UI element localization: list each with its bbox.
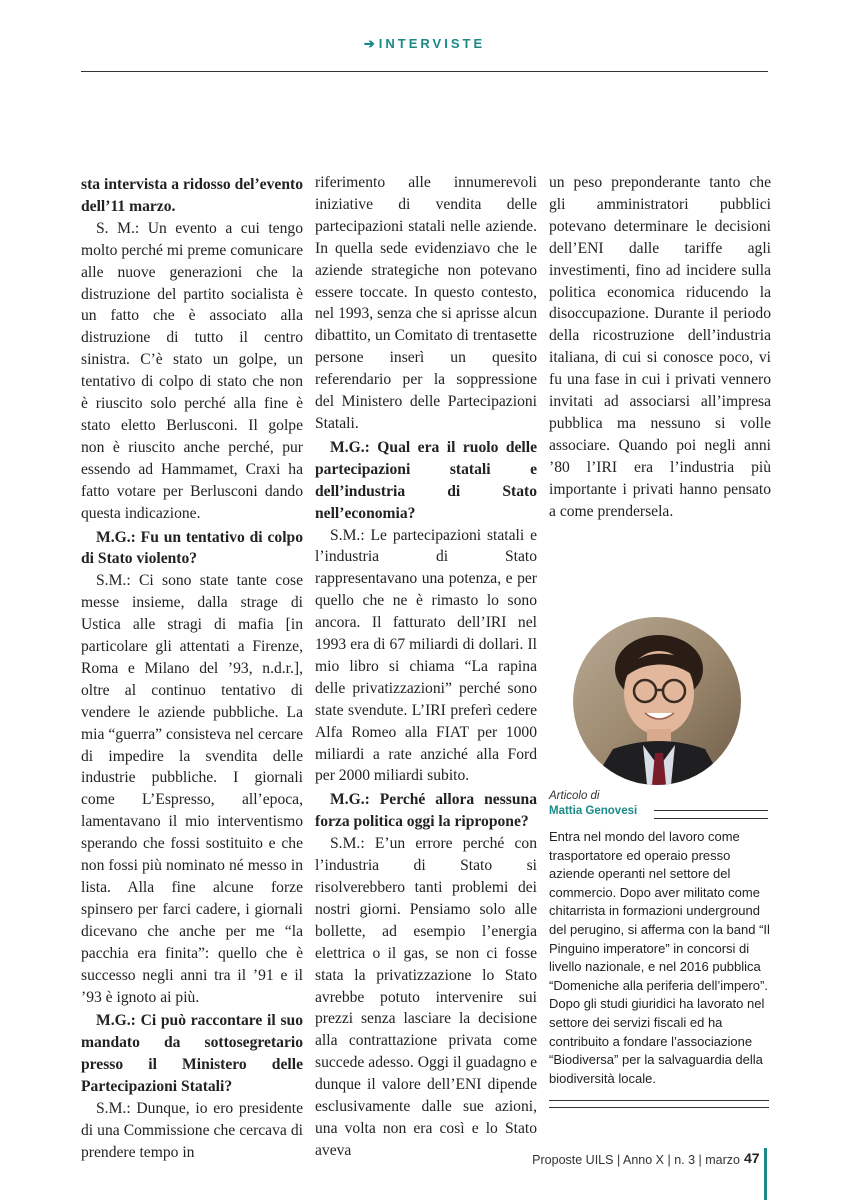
author-bio: Entra nel mondo del lavoro come trasportatore ed operaio presso aziende operanti nel settore del commercio. Dopo aver militato come chitarrista in formazioni underground del perugino, si afferma con la band “Il Pinguino imperatore” in concorsi di livello nazionale, e nel 2016 pubblica “Domeniche alla periferia dell’impero”. Dopo gli studi giuridici ha lavorato nel settore dei servizi fiscali ed ha contribuito a fondare l’associazione “Biodiversa” per la salvaguardia della biodiversità locale. [549,829,770,1086]
interview-question [81,527,303,571]
bio-divider [549,1100,769,1108]
answer-paragraph: S.M.: Dunque, io ero presidente di una Commissione che cercava di prendere tempo in [81,1100,303,1161]
question-text: sta intervista a ridosso del’evento dell’11 marzo. [81,176,303,215]
page-number: 47 [744,1150,760,1166]
arrow-right-icon: ➔ [363,36,375,51]
footer-magazine: Proposte UILS [532,1153,614,1167]
author-divider [654,810,768,819]
text-column-3 [549,172,771,523]
author-name: Mattia Genovesi [549,805,638,817]
text-column-2 [315,172,537,1162]
footer-separator: | [613,1153,623,1167]
footer-separator: | [695,1153,706,1167]
page-accent-bar [764,1148,767,1200]
interview-question [315,437,537,525]
answer-paragraph: S.M.: Le partecipazioni statali e l’industria di Stato rappresentavano una potenza, e per quello che ne è rimasto lo sono ancora. Il fatturato dell’IRI nel 1993 era di 67 miliardi di dollari. Il mio libro si chiama “La rapina delle privatizzazioni” perché sono state svendute. L’IRI preferì cedere Alfa Romeo alla FIAT per 1000 miliardi a rate anziché alla Ford per 2000 miliardi subito. [315,526,537,785]
question-text: : Ci può raccontare il suo mandato da sottosegretario presso il Ministero delle Partecipazioni Statali? [81,1012,303,1096]
interview-question [81,174,303,218]
header-divider [81,71,768,72]
speaker-initials: M.G. [330,791,365,809]
section-header [0,36,849,52]
interview-question [315,789,537,833]
continued-paragraph: riferimento alle innumerevoli iniziative di vendita delle partecipazioni statali nelle aziende. In quella sede evidenziavo che le aziende strategiche non potevano essere toccate. In questo contesto, nel 1993, senza che si aprisse alcun dibattito, un Comitato di trentasette persone inserì un quesito referendario per la soppressione del Ministero delle Partecipazioni Statali. [315,174,537,432]
section-title: INTERVISTE [378,36,486,51]
answer-paragraph: S. M.: Un evento a cui tengo molto perché mi preme comunicare alle nuove generazioni che la distruzione del partito socialista è un fatto che è associato alla distruzione di tutto il centro sinistra. C’è stato un golpe, un tentativo di colpo di stato che non è riuscito solo perché alla fine è stato eletto Berlusconi. Il golpe non è riuscito anche perché, pur essendo ad Hammamet, Craxi ha fatto votare per Berlusconi dando questa indicazione. [81,219,303,522]
question-text: : Fu un tentativo di colpo di Stato violento? [81,528,303,568]
speaker-initials: M.G. [330,438,365,456]
text-column-1 [81,172,303,1164]
answer-paragraph: S.M.: Ci sono state tante cose messe insieme, dalla strage di Ustica alle stragi di mafia [in particolare gli attentati a Firenze, Roma e Milano del ’93, n.d.r.], oltre al continuo tentativo di vendere le aziende pubbliche. La mia “guerra” consisteva nel cercare di impedire la svendita delle industrie pubbliche. I giornali come L’Espresso, all’epoca, lamentavano il mio interventismo sperando che fossi sostituito e che non fossi più nominato né messo in lista. Alla fine alcune forze spinsero per farci cadere, i giornali dicevano che anche per me “la pacchia era finita”: quello che è successo negli anni tra il ’91 e il ’93 è ignoto ai più. [81,572,303,1006]
footer-issue: Anno X [622,1153,664,1167]
footer-separator: | [664,1153,675,1167]
question-text: : Qual era il ruolo delle partecipazioni statali e dell’industria di Stato nell’economia? [315,438,537,522]
speaker-initials: M.G. [96,528,131,546]
author-label: Articolo di [549,790,600,802]
continued-paragraph: un peso preponderante tanto che gli amministratori pubblici potevano determinare le decisioni dell’ENI dalle tariffe agli investimenti, fino ad incidere sulla politica economica riducendo la disoccupazione. Durante il periodo della ricostruzione dell’industria italiana, di cui si conosce poco, vi fu una fase in cui i privati vennero invitati ad associarsi all’impresa pubblica ma nessuno si volle associare. Quando poi negli anni ’80 l’IRI era l’industria più importante i privati hanno pensato a come prendersela. [549,174,771,520]
question-text: : Perché allora nessuna forza politica oggi la ripropone? [315,791,537,831]
speaker-initials: M.G. [96,1012,131,1030]
footer-number: n. 3 [674,1153,696,1167]
interview-question [81,1010,303,1098]
footer [455,1153,740,1167]
answer-paragraph: S.M.: E’un errore perché con l’industria di Stato si risolverebbero tanti problemi dei nostri giorni. Pensiamo solo alle bollette, ad esempio l’energia elettrica o il gas, se non ci fosse stata la privatizzazione lo Stato avrebbe potuto intervenire sui prezzi senza lasciare la decisione alla contrattazione privata come succede adesso. Oggi il guadagno e dunque il valore dell’ENI dipende esclusivamente dalle sue azioni, una volta non era così e lo Stato aveva [315,835,537,1159]
author-photo [573,617,741,785]
footer-month: marzo [705,1153,740,1167]
